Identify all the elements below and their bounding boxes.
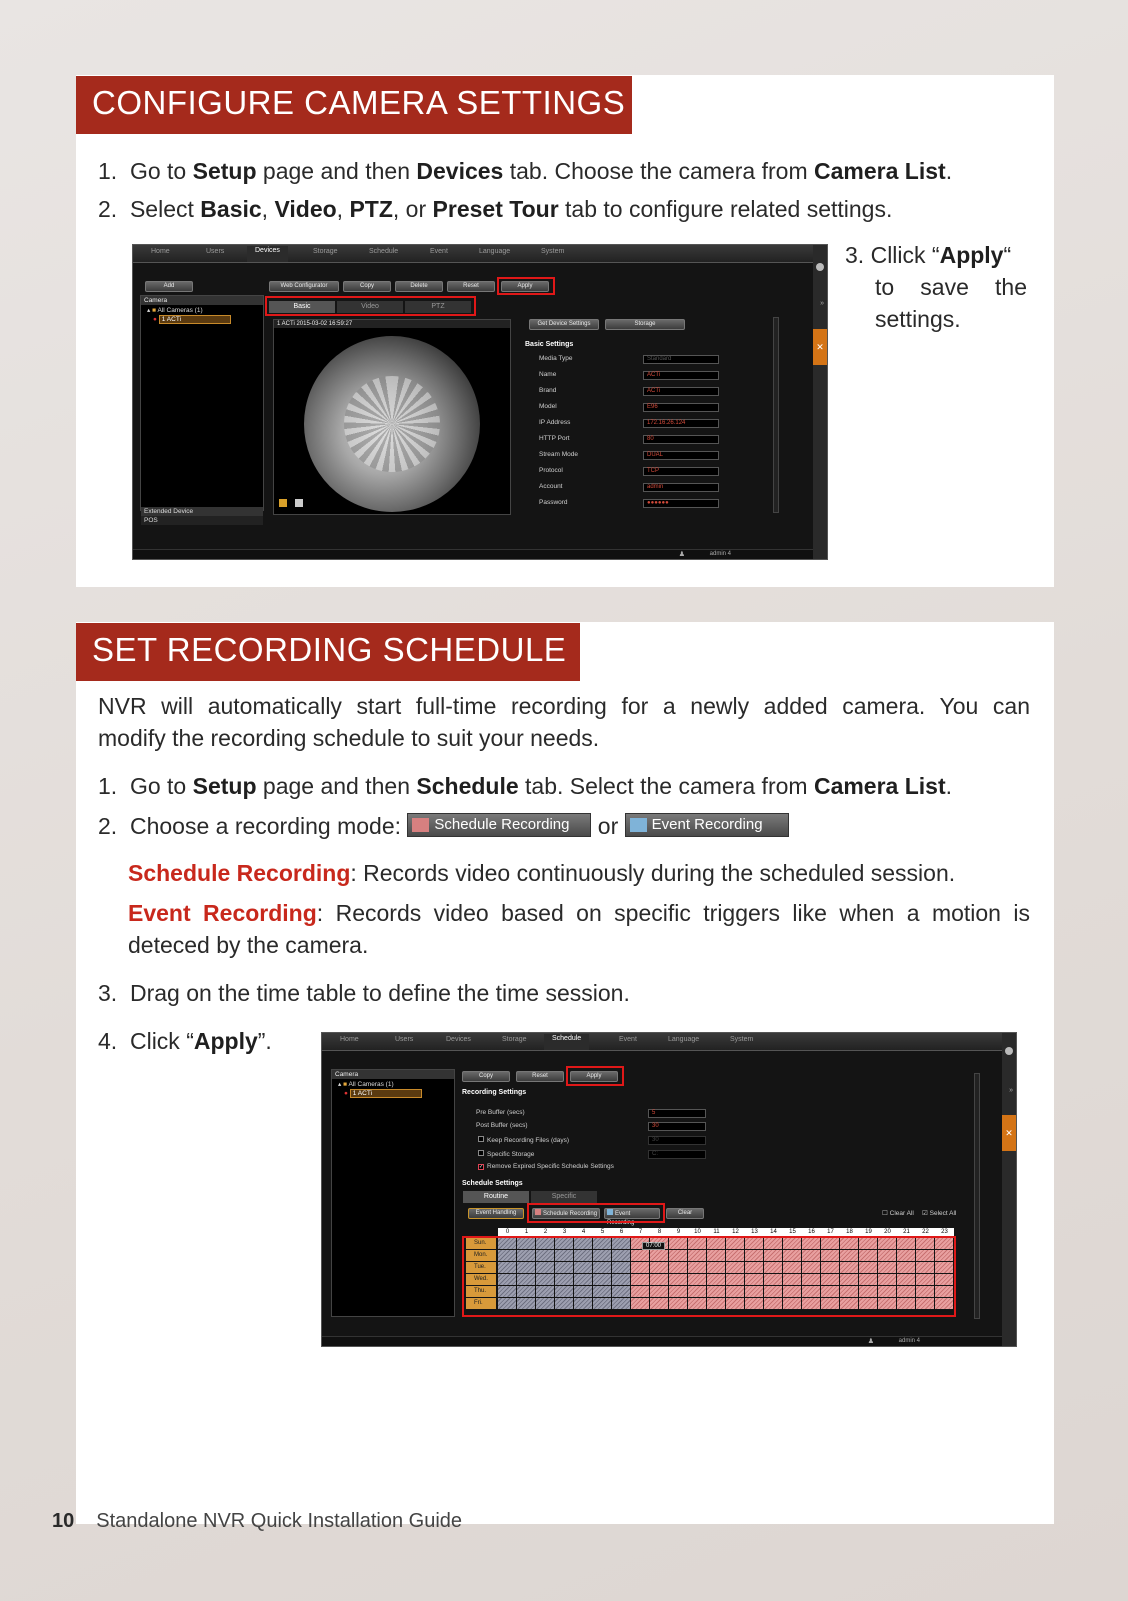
field-value[interactable]: ACTi bbox=[643, 371, 719, 380]
field-label: IP Address bbox=[539, 419, 571, 426]
day-label[interactable]: Tue. bbox=[466, 1262, 496, 1273]
tab-storage[interactable]: Storage bbox=[502, 1036, 527, 1043]
basic-settings-title: Basic Settings bbox=[525, 341, 574, 348]
field-label: Password bbox=[539, 499, 568, 506]
extended-device-label[interactable]: Extended Device bbox=[141, 507, 263, 516]
field-label: Protocol bbox=[539, 467, 563, 474]
step-1-schedule: 1. Go to Setup page and then Schedule tab. Select the camera from Camera List. bbox=[98, 773, 953, 799]
expand-icon[interactable]: » bbox=[820, 300, 824, 307]
ptz-subtab[interactable]: PTZ bbox=[405, 301, 471, 313]
snapshot-icon[interactable] bbox=[279, 499, 287, 507]
keep-files-field[interactable]: 30 bbox=[648, 1136, 706, 1145]
camera-icon: ● bbox=[153, 316, 157, 323]
hour-label: 8 bbox=[650, 1228, 669, 1236]
hour-label: 15 bbox=[783, 1228, 802, 1236]
page-number: 10 bbox=[52, 1510, 75, 1532]
apply-highlight bbox=[497, 277, 555, 295]
hour-label: 19 bbox=[859, 1228, 878, 1236]
step-3-drag: 3. Drag on the time table to define the time session. bbox=[98, 980, 630, 1006]
record-icon[interactable] bbox=[295, 499, 303, 507]
post-buffer-label: Post Buffer (secs) bbox=[476, 1122, 528, 1129]
clear-button[interactable]: Clear bbox=[666, 1208, 704, 1219]
apply-highlight bbox=[566, 1066, 624, 1086]
tab-event[interactable]: Event bbox=[430, 248, 448, 255]
hour-label: 17 bbox=[821, 1228, 840, 1236]
all-cameras-node[interactable]: ▴ ■ All Cameras (1) bbox=[338, 1081, 394, 1088]
field-value[interactable]: ●●●●●● bbox=[643, 499, 719, 508]
reset-button[interactable]: Reset bbox=[516, 1071, 564, 1082]
tab-system[interactable]: System bbox=[730, 1036, 754, 1043]
status-text: admin 4 bbox=[898, 1338, 920, 1344]
camera-list-header: Camera bbox=[332, 1070, 454, 1079]
event-recording-icon bbox=[630, 818, 647, 832]
step-2-tabs: 2. Select Basic, Video, PTZ, or Preset Tour tab to configure related settings. bbox=[98, 196, 893, 222]
schedule-recording-icon bbox=[412, 818, 429, 832]
storage-button[interactable]: Storage bbox=[605, 319, 685, 330]
tab-home[interactable]: Home bbox=[340, 1036, 359, 1043]
schedule-recording-mode-button[interactable]: Schedule Recording bbox=[532, 1208, 600, 1219]
keep-files-checkbox[interactable]: Keep Recording Files (days) bbox=[478, 1136, 569, 1144]
expand-icon[interactable]: » bbox=[1009, 1087, 1013, 1094]
remove-expired-checkbox[interactable]: ✓ Remove Expired Specific Schedule Settings bbox=[479, 1163, 614, 1170]
tab-users[interactable]: Users bbox=[206, 248, 225, 255]
video-preview-pane bbox=[273, 319, 511, 515]
copy-button[interactable]: Copy bbox=[462, 1071, 510, 1082]
intro-line-1: NVR will automatically start full-time recording for a newly added camera. You can bbox=[98, 693, 1030, 719]
camera-list-panel bbox=[140, 295, 264, 511]
step-2-mode: 2. Choose a recording mode: Schedule Recording or Event Recording bbox=[98, 810, 789, 842]
day-label[interactable]: Fri. bbox=[466, 1298, 496, 1309]
hour-label: 18 bbox=[840, 1228, 859, 1236]
hour-label: 16 bbox=[802, 1228, 821, 1236]
hour-label: 10 bbox=[688, 1228, 707, 1236]
field-label: Brand bbox=[539, 387, 557, 394]
tab-bar bbox=[322, 1033, 1016, 1051]
copy-button[interactable]: Copy bbox=[343, 281, 391, 292]
step-3-line3: settings. bbox=[875, 306, 961, 332]
web-configurator-button[interactable]: Web Configurator bbox=[269, 281, 339, 292]
step-1-devices: 1. Go to Setup page and then Devices tab. Choose the camera from Camera List. bbox=[98, 158, 953, 184]
schedule-screenshot bbox=[321, 1032, 1017, 1347]
tab-devices[interactable]: Devices bbox=[247, 246, 288, 262]
pre-buffer-field[interactable]: 5 bbox=[648, 1109, 706, 1118]
hour-label: 1 bbox=[517, 1228, 536, 1236]
event-handling-button[interactable]: Event Handling bbox=[468, 1208, 524, 1219]
tab-event[interactable]: Event bbox=[619, 1036, 637, 1043]
right-sidebar bbox=[1002, 1033, 1016, 1346]
section-title-configure: CONFIGURE CAMERA SETTINGS bbox=[76, 76, 632, 134]
schedule-recording-button: Schedule Recording bbox=[407, 813, 591, 837]
intro-line-2: modify the recording schedule to suit your needs. bbox=[98, 725, 600, 751]
hour-label: 14 bbox=[764, 1228, 783, 1236]
camera-icon: ● bbox=[344, 1090, 348, 1097]
specific-storage-checkbox[interactable]: Specific Storage bbox=[478, 1150, 534, 1158]
eye-icon[interactable] bbox=[816, 263, 824, 271]
user-icon: ♟ bbox=[867, 1338, 874, 1345]
reset-button[interactable]: Reset bbox=[447, 281, 495, 292]
camera-item-1[interactable]: ● 1 ACTi bbox=[153, 315, 263, 324]
add-camera-button[interactable]: Add bbox=[145, 281, 193, 292]
field-label: Media Type bbox=[539, 355, 573, 362]
field-value[interactable]: admin bbox=[643, 483, 719, 492]
status-bar bbox=[322, 1336, 1002, 1346]
folder-icon: ■ bbox=[152, 307, 157, 314]
hour-label: 22 bbox=[916, 1228, 935, 1236]
tab-devices[interactable]: Devices bbox=[446, 1036, 471, 1043]
time-tooltip: 07:00 bbox=[642, 1242, 665, 1250]
day-label[interactable]: Wed. bbox=[466, 1274, 496, 1285]
post-buffer-field[interactable]: 30 bbox=[648, 1122, 706, 1131]
hour-label: 23 bbox=[935, 1228, 954, 1236]
guide-title: Standalone NVR Quick Installation Guide bbox=[96, 1510, 463, 1532]
specific-subtab[interactable]: Specific bbox=[531, 1191, 597, 1203]
field-value[interactable]: E96 bbox=[643, 403, 719, 412]
tab-language[interactable]: Language bbox=[668, 1036, 700, 1043]
field-label: Model bbox=[539, 403, 557, 410]
status-text: admin 4 bbox=[709, 551, 731, 557]
routine-subtab[interactable]: Routine bbox=[463, 1191, 529, 1203]
schedule-recording-desc: Schedule Recording: Records video continuously during the scheduled session. bbox=[128, 860, 956, 886]
event-recording-desc: Event Recording: Records video based on specific triggers like when a motion is bbox=[128, 900, 1031, 926]
specific-storage-field[interactable]: C: bbox=[648, 1150, 706, 1159]
hour-label: 0 bbox=[498, 1228, 517, 1236]
all-cameras-node[interactable]: ▴ ■ All Cameras (1) bbox=[147, 307, 203, 314]
delete-button[interactable]: Delete bbox=[395, 281, 443, 292]
hour-label: 5 bbox=[593, 1228, 612, 1236]
camera-list-panel bbox=[331, 1069, 455, 1317]
page-footer bbox=[52, 1510, 462, 1533]
field-value[interactable]: 172.16.26.124 bbox=[643, 419, 719, 428]
field-label: Stream Mode bbox=[539, 451, 579, 458]
tab-storage[interactable]: Storage bbox=[313, 248, 338, 255]
hour-label: 13 bbox=[745, 1228, 764, 1236]
pos-label[interactable]: POS bbox=[141, 516, 263, 525]
tab-schedule[interactable]: Schedule bbox=[544, 1034, 589, 1050]
hour-label: 6 bbox=[612, 1228, 631, 1236]
section-title-schedule: SET RECORDING SCHEDULE bbox=[76, 623, 580, 681]
field-label: Account bbox=[539, 483, 563, 490]
step-3-line2: to save the bbox=[875, 274, 1027, 300]
field-value[interactable]: 80 bbox=[643, 435, 719, 444]
day-label[interactable]: Mon. bbox=[466, 1250, 496, 1261]
video-caption: 1 ACTi 2015-03-02 16:59:27 bbox=[274, 320, 510, 328]
tab-users[interactable]: Users bbox=[395, 1036, 414, 1043]
user-icon: ♟ bbox=[678, 551, 685, 558]
tools-icon[interactable]: ✕ bbox=[1002, 1115, 1016, 1151]
subtabs-highlight bbox=[265, 296, 476, 316]
scrollbar[interactable] bbox=[773, 317, 779, 513]
camera-list-header: Camera bbox=[141, 296, 263, 305]
status-bar bbox=[133, 549, 813, 559]
day-label[interactable]: Sun. bbox=[466, 1238, 496, 1249]
tab-schedule[interactable]: Schedule bbox=[369, 248, 399, 255]
hour-label: 7 bbox=[631, 1228, 650, 1236]
schedule-grid-highlight bbox=[462, 1236, 956, 1317]
field-value[interactable]: DUAL bbox=[643, 451, 719, 460]
recording-modes-highlight bbox=[527, 1203, 665, 1223]
hour-label: 11 bbox=[707, 1228, 726, 1236]
field-value[interactable]: Standard bbox=[643, 355, 719, 364]
eye-icon[interactable] bbox=[1005, 1047, 1013, 1055]
get-device-settings-button[interactable]: Get Device Settings bbox=[529, 319, 599, 330]
event-recording-desc-2: deteced by the camera. bbox=[128, 932, 369, 958]
apply-button[interactable]: Apply bbox=[570, 1071, 618, 1082]
fisheye-image bbox=[304, 336, 480, 512]
tools-icon[interactable]: ✕ bbox=[813, 329, 827, 365]
video-subtab[interactable]: Video bbox=[337, 301, 403, 313]
hour-label: 3 bbox=[555, 1228, 574, 1236]
camera-item-1[interactable]: ● 1 ACTi bbox=[344, 1089, 454, 1098]
schedule-settings-title: Schedule Settings bbox=[462, 1180, 523, 1187]
hour-label: 12 bbox=[726, 1228, 745, 1236]
step-4-apply: 4. Click “Apply”. bbox=[98, 1028, 272, 1054]
tab-bar bbox=[133, 245, 827, 263]
field-label: Name bbox=[539, 371, 557, 378]
apply-button[interactable]: Apply bbox=[501, 281, 549, 292]
right-sidebar bbox=[813, 245, 827, 559]
event-recording-mode-button[interactable]: Event Recording bbox=[604, 1208, 660, 1219]
field-label: HTTP Port bbox=[539, 435, 570, 442]
hour-label: 4 bbox=[574, 1228, 593, 1236]
hour-label: 20 bbox=[878, 1228, 897, 1236]
basic-subtab[interactable]: Basic bbox=[269, 301, 335, 313]
field-value[interactable]: TCP bbox=[643, 467, 719, 476]
recording-settings-title: Recording Settings bbox=[462, 1089, 527, 1096]
hour-label: 2 bbox=[536, 1228, 555, 1236]
hour-label: 9 bbox=[669, 1228, 688, 1236]
devices-screenshot bbox=[132, 244, 828, 560]
tab-system[interactable]: System bbox=[541, 248, 565, 255]
hour-label: 21 bbox=[897, 1228, 916, 1236]
tab-language[interactable]: Language bbox=[479, 248, 511, 255]
clear-all-checkbox[interactable]: ☐ Clear All bbox=[882, 1210, 914, 1217]
day-label[interactable]: Thu. bbox=[466, 1286, 496, 1297]
tab-home[interactable]: Home bbox=[151, 248, 170, 255]
select-all-checkbox[interactable]: ☑ Select All bbox=[922, 1210, 957, 1217]
scrollbar[interactable] bbox=[974, 1073, 980, 1319]
step-3-apply: 3. Cllick “Apply“ bbox=[845, 242, 1012, 268]
folder-icon: ■ bbox=[343, 1081, 348, 1088]
field-value[interactable]: ACTi bbox=[643, 387, 719, 396]
event-recording-button: Event Recording bbox=[625, 813, 789, 837]
pre-buffer-label: Pre Buffer (secs) bbox=[476, 1109, 525, 1116]
